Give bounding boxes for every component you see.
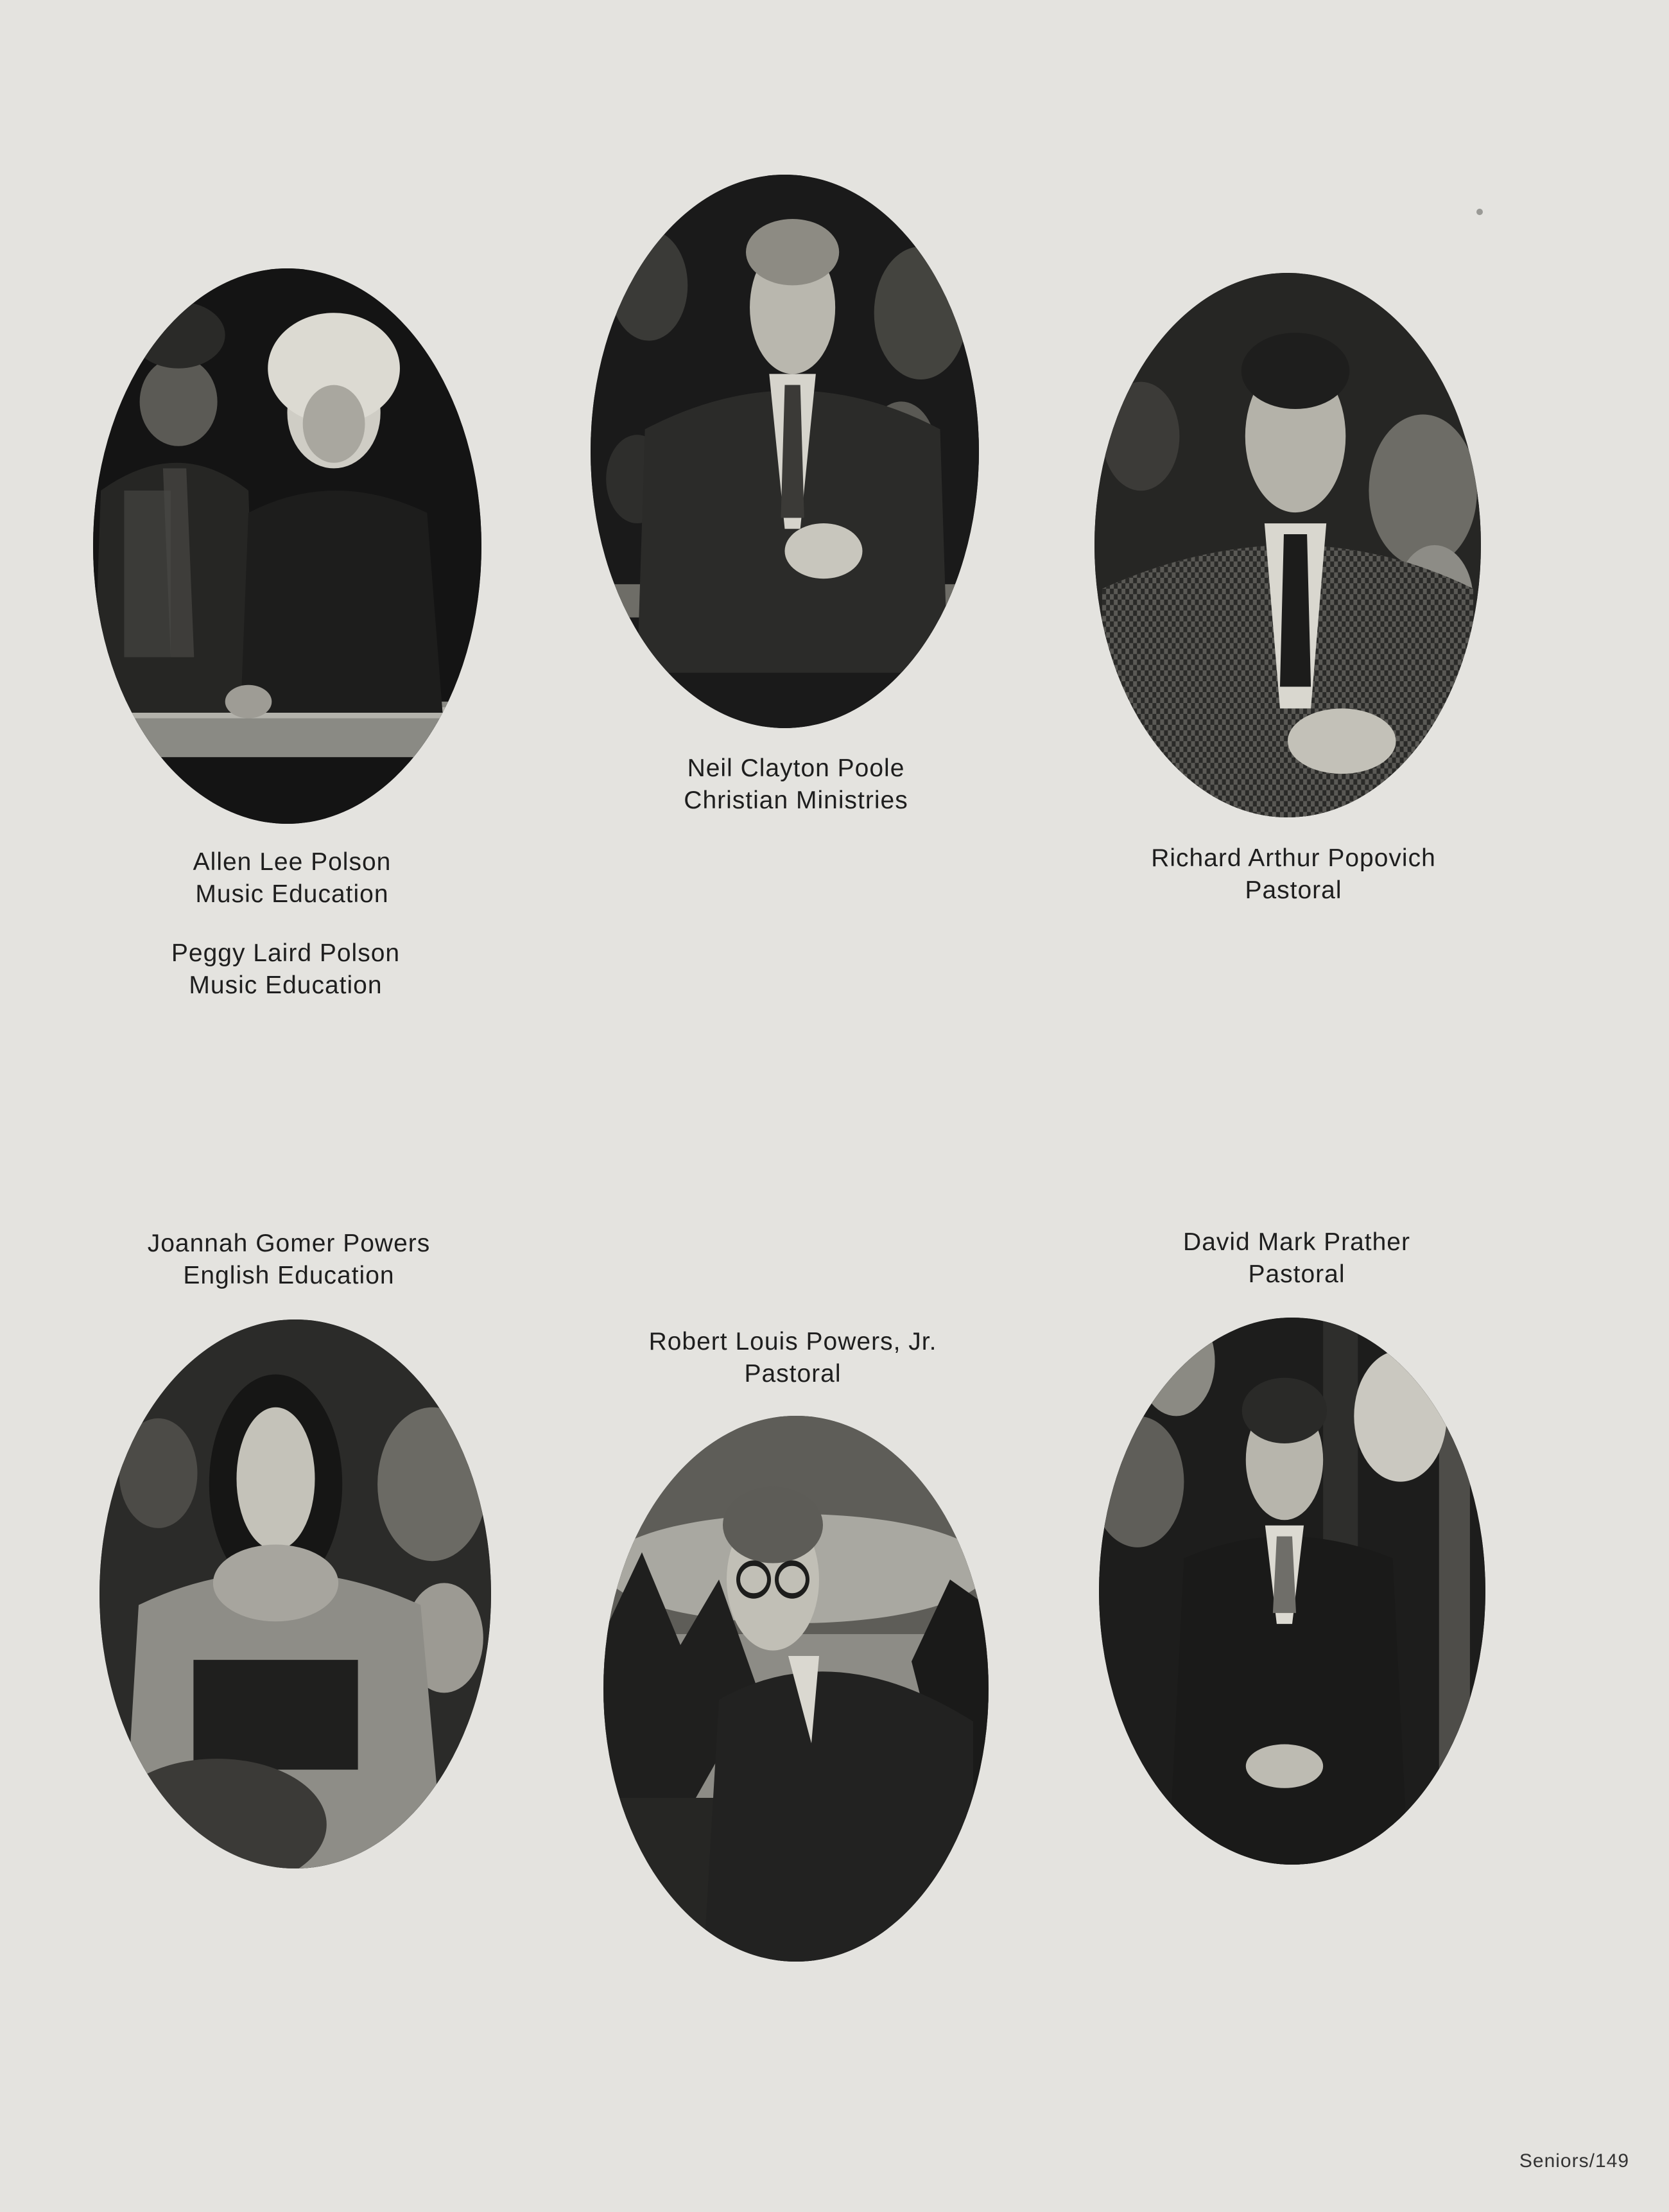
page-folio: Seniors/149 (1519, 2150, 1629, 2172)
portrait-polson-couple (93, 268, 481, 824)
caption-richard-popovich (1085, 842, 1502, 907)
caption-neil-poole (600, 753, 992, 817)
caption-robert-powers (584, 1326, 1001, 1390)
student-name: Peggy Laird Polson (171, 939, 401, 967)
student-major: English Education (183, 1262, 395, 1289)
student-major: Music Education (195, 880, 389, 908)
student-major: Music Education (189, 971, 383, 999)
student-major: Pastoral (1248, 1260, 1345, 1288)
caption-peggy-polson (90, 937, 481, 1002)
caption-joannah-powers (83, 1228, 494, 1292)
paper-speck (1476, 209, 1483, 215)
student-major: Pastoral (744, 1360, 842, 1388)
student-name: David Mark Prather (1183, 1228, 1410, 1256)
student-major: Christian Ministries (684, 787, 908, 814)
student-name: Richard Arthur Popovich (1151, 844, 1436, 872)
student-name: Joannah Gomer Powers (147, 1230, 431, 1257)
student-name: Allen Lee Polson (193, 848, 392, 876)
student-major: Pastoral (1245, 876, 1342, 904)
portrait-david-prather (1099, 1318, 1485, 1865)
caption-david-prather (1091, 1226, 1502, 1291)
caption-allen-polson (96, 846, 488, 910)
portrait-neil-poole (591, 175, 979, 728)
portrait-robert-powers (603, 1416, 989, 1962)
portrait-richard-popovich (1094, 273, 1481, 817)
student-name: Robert Louis Powers, Jr. (648, 1328, 937, 1355)
student-name: Neil Clayton Poole (687, 754, 905, 782)
portrait-joannah-powers (99, 1319, 491, 1868)
